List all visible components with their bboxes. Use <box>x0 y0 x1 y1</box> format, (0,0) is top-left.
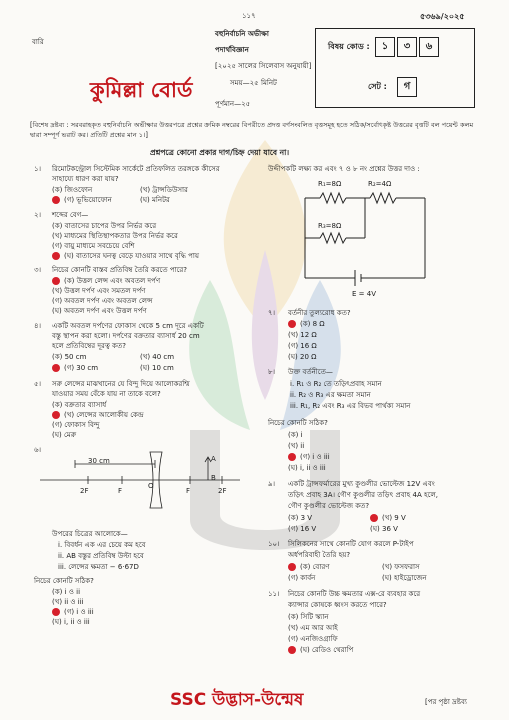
header-left-tag: বারি <box>32 38 44 46</box>
q6-statement-i: i. বিবর্ধন এক এর চেয়ে কম হবে <box>58 541 146 549</box>
q5-option-a: (ক) বক্রতার ব্যাসার্ধ <box>52 401 107 409</box>
full-marks: পূর্ণমান—২৫ <box>215 100 251 108</box>
exam-time: সময়—২৫ মিনিট <box>230 79 277 87</box>
q1-stem-line2: সাহায্যে ধারণ করা যায়? <box>52 175 119 183</box>
q10-number: ১০। <box>268 540 280 548</box>
subject-code-label: বিষয় কোড : <box>328 42 370 51</box>
answer-dot <box>52 277 60 285</box>
q6-label-2f-left: 2F <box>80 487 89 495</box>
q6-option-d: (ঘ) i, ii ও iii <box>52 618 90 626</box>
no-mark-warning: প্রশ্নপত্রে কোনো প্রকার দাগ/চিহ্ন দেয়া যাবে না। <box>150 148 290 157</box>
subject-code-digit-2: ৩ <box>397 37 417 57</box>
exam-type: বহুনির্বাচনি অভীক্ষা <box>215 30 269 38</box>
q7-option-b: (খ) 12 Ω <box>288 331 317 339</box>
q6-label-30cm: 30 cm <box>88 457 110 465</box>
answer-dot <box>52 608 60 616</box>
q1-option-d: (ঘ) মনিটর <box>140 196 170 204</box>
q3-option-c: (গ) অবতল দর্পণ এবং অবতল লেন্স <box>52 297 153 305</box>
q11-stem-line1: নিচের কোনটি উচ্চ ক্ষমতার এক্স-রে ব্যবহার করে <box>288 590 421 598</box>
header-code: ৫৩৬৯/২০২৫ <box>420 12 465 21</box>
q3-option-a: (ক) উত্তল লেন্স এবং অবতল দর্পণ <box>64 277 161 285</box>
q2-option-c: (গ) বায়ু মাধ্যমে সবচেয়ে বেশি <box>52 242 135 250</box>
q1-number: ১। <box>34 165 42 173</box>
q9-option-a: (ক) 3 V <box>288 514 313 522</box>
q2-option-d: (ঘ) বাতাসের ঘনত্ব বেড়ে যাওয়ার সাথে বৃদ্ধি পায় <box>64 252 200 260</box>
q11-option-a: (ক) সিটি স্ক্যান <box>288 613 329 621</box>
q8-option-c: (গ) i ও iii <box>300 453 330 461</box>
q4-stem-line3: হলে প্রতিবিম্বের দূরত্ব কত? <box>52 342 126 350</box>
q8-statement-ii: ii. R₂ ও R₃ এর ক্ষমতা সমান <box>290 391 371 399</box>
answer-dot <box>288 453 296 461</box>
q3-stem: নিচের কোনটি বাস্তব প্রতিবিম্ব তৈরি করতে পারে? <box>52 266 188 274</box>
q6-label-2f-right: 2F <box>218 487 227 495</box>
q7-option-d: (ঘ) 20 Ω <box>288 353 317 361</box>
q2-option-a: (ক) বাতাসের চাপের উপর নির্ভর করে <box>52 222 157 230</box>
answer-dot <box>52 196 60 204</box>
answer-dot <box>288 563 296 571</box>
q8-option-d: (ঘ) i, ii ও iii <box>288 464 326 472</box>
q7-stem: বর্তনীর তুল্যরোধ কত? <box>288 309 351 317</box>
q9-stem-line2: তড়িৎ প্রবাহ 3A। গৌণ কুণ্ডলীর তড়িৎ প্রবাহ 4A হলে, <box>288 491 438 499</box>
q10-option-a: (ক) বোরণ <box>300 563 330 571</box>
q5-stem-line2: যাওয়ার সময় বেঁকে যায় না তাকে বলে? <box>52 390 161 398</box>
footer-brand: SSC উদ্ভাস-উন্মেষ <box>170 690 304 710</box>
lens-diagram <box>40 440 240 520</box>
q9-option-b: (খ) 9 V <box>382 514 406 522</box>
q5-option-d: (ঘ) মেরু <box>52 431 77 439</box>
q4-number: ৪। <box>34 322 42 330</box>
board-name: কুমিল্লা বোর্ড <box>90 78 193 102</box>
set-value: গ <box>397 77 417 97</box>
circuit-r3-label: R₃=8Ω <box>318 222 342 230</box>
q2-number: ২। <box>34 211 42 219</box>
q3-option-b: (খ) উত্তল দর্পণ এবং সমতল দর্পণ <box>52 287 146 295</box>
q5-number: ৫। <box>34 380 42 388</box>
q1-option-a: (ক) জিওফোন <box>52 186 93 194</box>
q5-option-b: (খ) লেন্সের আলোকীয় কেন্দ্র <box>64 411 144 419</box>
q11-option-d: (ঘ) রেডিও থেরাপি <box>300 646 354 654</box>
q6-option-b: (খ) ii ও iii <box>52 598 84 606</box>
q10-stem-line2: অর্ধপরিবাহী তৈরি হয়? <box>288 551 351 559</box>
answer-dot <box>288 646 296 654</box>
q11-stem-line2: ক্যান্সার কোষকে ধ্বংস করতে পারে? <box>288 601 387 609</box>
subject-name: পদার্থবিজ্ঞান <box>215 46 249 54</box>
q6-option-a: (ক) i ও ii <box>52 588 81 596</box>
q8-ask: নিচের কোনটি সঠিক? <box>268 419 328 427</box>
q6-option-c: (গ) i ও iii <box>64 608 94 616</box>
circuit-emf-label: E = 4V <box>352 290 376 298</box>
q6-statement-ii: ii. AB বস্তুর প্রতিবিম্ব উল্টা হবে <box>58 552 144 560</box>
circuit-r2-label: R₂=4Ω <box>368 180 392 188</box>
q2-option-b: (খ) মাধ্যমের স্থিতিস্থাপকতার উপর নির্ভর করে <box>52 232 178 240</box>
answer-dot <box>52 364 60 372</box>
q3-option-d: (ঘ) অবতল দর্পণ এবং উত্তল দর্পণ <box>52 307 147 315</box>
q6-label-o: O <box>148 482 154 490</box>
q6-label-a: A <box>211 455 216 463</box>
q4-stem-line2: বস্তু স্থাপন করা হলো। দর্পণের বক্রতার ব্যাসার্ধ 20 cm <box>52 332 200 340</box>
q6-label-f-left: F <box>118 487 123 495</box>
q8-number: ৮। <box>268 368 276 376</box>
q8-statement-iii: iii. R₁, R₂ এবং R₃ এর বিভব পার্থক্য সমান <box>290 402 411 410</box>
q6-statement-iii: iii. লেন্সের ক্ষমতা − 6·67D <box>58 563 139 571</box>
syllabus-note: [২০২৫ সালের সিলেবাস অনুযায়ী] <box>215 62 312 70</box>
footer-next-page: [পর পৃষ্ঠা দ্রষ্টব্য <box>425 698 467 706</box>
answer-dot <box>288 320 296 328</box>
q10-stem-line1: সিলিকনের সাথে কোনটি যোগ করলে P-টাইপ <box>288 540 414 548</box>
q6-ask: নিচের কোনটি সঠিক? <box>34 577 94 585</box>
q4-stem-line1: একটি অবতল দর্পণের ফোকাস থেকে 5 cm দূরে একটি <box>52 322 204 330</box>
header-page-number: ১১৭ <box>242 12 256 20</box>
subject-code-box <box>315 28 475 108</box>
q4-option-b: (খ) 40 cm <box>140 353 175 361</box>
q10-option-b: (খ) ফসফরাস <box>382 563 420 571</box>
q8-option-a: (ক) i <box>288 431 303 439</box>
q8-stem: উক্ত বর্তনীতে— <box>288 368 333 376</box>
q8-statement-i: i. R₁ ও R₂ তে তড়িৎপ্রবাহ সমান <box>290 380 382 388</box>
set-label: সেট : <box>368 82 387 91</box>
q9-stem-line3: গৌণ কুণ্ডলীর ভোল্টেজ কত? <box>288 502 370 510</box>
q11-option-c: (গ) এনজিওগ্রাফি <box>288 635 338 643</box>
q3-number: ৩। <box>34 266 42 274</box>
q5-option-c: (গ) ফোকাস বিন্দু <box>52 421 100 429</box>
q9-option-d: (ঘ) 36 V <box>370 525 398 533</box>
q9-stem-line1: একটি ট্রান্সফর্মারের মুখ্য কুণ্ডলীর ভোল্টেজ 12V এবং <box>288 480 435 488</box>
q4-option-c: (গ) 30 cm <box>64 364 99 372</box>
q9-option-c: (গ) 16 V <box>288 525 317 533</box>
subject-code-digit-3: ৬ <box>419 37 439 57</box>
q1-option-c: (গ) ভূভিয়োফোন <box>64 196 112 204</box>
answer-dot <box>52 411 60 419</box>
q6-number: ৬। <box>34 446 42 454</box>
q9-number: ৯। <box>268 480 276 488</box>
instruction-text: [বিশেষ দ্রষ্টব্য : সরবরাহকৃত বহুনির্বাচনি অভীক্ষার উত্তরপত্রে প্রশ্নের ক্রমিক নম্বরের বিপরীতে প্রদত্ত বর্ণসংবলিত বৃত্তসমূহ হতে সঠিক/সর্বোৎকৃষ্ট উত্তরের বৃত্তটি বল পয়েন্ট কলম দ্বারা সম্পূর্ণ ভরাট কর। প্রতিটি প্রশ্নের মান ১।] <box>30 121 474 139</box>
q5-stem-line1: সরু লেন্সের মাঝখানের যে বিন্দু দিয়ে আলোকরশ্মি <box>52 380 190 388</box>
circuit-r1-label: R₁=8Ω <box>318 180 342 188</box>
q7-option-c: (গ) 16 Ω <box>288 342 317 350</box>
q2-stem: শব্দের বেগ— <box>52 211 89 219</box>
q4-option-a: (ক) 50 cm <box>52 353 87 361</box>
answer-dot <box>52 252 60 260</box>
q11-number: ১১। <box>268 590 280 598</box>
q7-8-intro: উদ্দীপকটি লক্ষ্য কর এবং ৭ ও ৮ নং প্রশ্নের উত্তর দাও : <box>268 165 420 173</box>
q11-option-b: (খ) এম আর আই <box>288 624 338 632</box>
q4-option-d: (ঘ) 10 cm <box>140 364 174 372</box>
q6-label-f-right: F <box>186 487 191 495</box>
q10-option-c: (গ) কার্বন <box>288 574 316 582</box>
subject-code-digit-1: ১ <box>375 37 395 57</box>
q8-option-b: (খ) ii <box>288 442 305 450</box>
q7-option-a: (ক) 8 Ω <box>300 320 325 328</box>
q6-label-b: B <box>211 474 216 482</box>
answer-dot <box>370 514 378 522</box>
q1-stem-line1: রিমোটকন্ট্রোল সিস্টেমিক সার্কেটে প্রতিফলিত তরঙ্গকে কীসের <box>52 165 220 173</box>
q7-number: ৭। <box>268 309 276 317</box>
circuit-diagram <box>295 178 445 298</box>
q1-option-b: (খ) ট্রান্সডিউসার <box>140 186 188 194</box>
q10-option-d: (ঘ) হাইড্রোজেন <box>382 574 427 582</box>
q6-stem: উপরের চিত্রের আলোকে— <box>52 530 128 538</box>
